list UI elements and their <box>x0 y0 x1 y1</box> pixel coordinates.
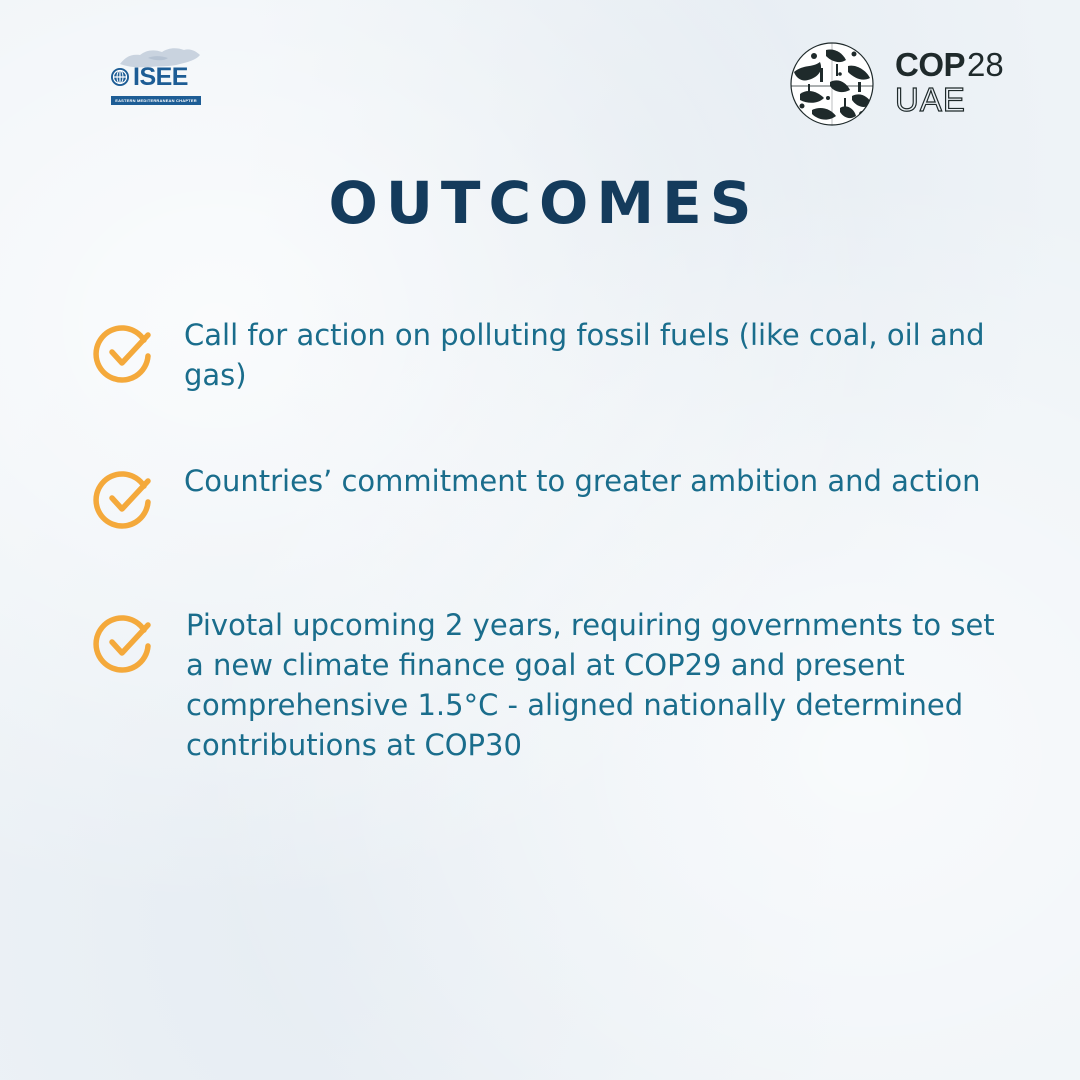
check-circle-icon <box>92 322 156 386</box>
check-circle-icon <box>92 612 156 676</box>
outcome-text: Call for action on polluting fossil fuels (like coal, oil and gas) <box>184 318 985 392</box>
cop-word: COP <box>895 46 966 83</box>
page-title: OUTCOMES <box>328 169 760 237</box>
cop28-logo <box>790 42 1004 127</box>
outcome-text: Pivotal upcoming 2 years, requiring governments to set a new climate finance goal at COP29 and present comprehensive 1.5°C - aligned nationally determined contributions at COP30 <box>186 608 995 762</box>
cop-country: UAE <box>895 81 966 118</box>
isee-chapter-label: EASTERN MEDITERRANEAN CHAPTER <box>111 96 201 105</box>
cop-number: 28 <box>967 46 1004 83</box>
cop28-wordmark <box>895 48 1004 116</box>
outcome-text: Countries’ commitment to greater ambition and action <box>184 464 981 498</box>
check-circle-icon <box>92 468 156 532</box>
cop-globe-emblem-icon <box>790 42 874 126</box>
globe-icon <box>110 67 130 87</box>
isee-wordmark: ISEE <box>133 63 188 91</box>
isee-logo <box>108 46 204 112</box>
